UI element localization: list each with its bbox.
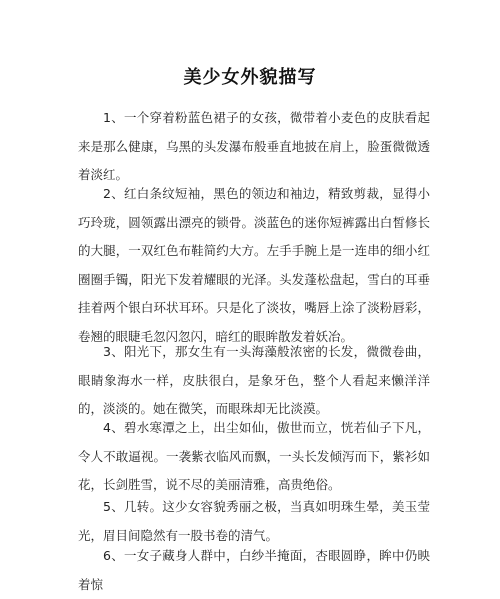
- paragraph-3: 3、阳光下，那女生有一头海藻般浓密的长发，微微卷曲，眼睛象海水一样，皮肤很白，是象牙色，整个人看起来懒洋洋的，淡淡的。她在微笑，而眼珠却无比淡漠。: [78, 344, 430, 416]
- paragraph-1: 1、一个穿着粉蓝色裙子的女孩，微带着小麦色的皮肤看起来是那么健康，乌黑的头发瀑布般垂直地披在肩上，脸蛋微微透着淡红。: [78, 110, 430, 182]
- paragraph-6: 6、一女子藏身人群中，白纱半掩面，杏眼圆睁，眸中仍映着惊: [78, 548, 430, 592]
- document-title: 美少女外貌描写: [183, 67, 317, 88]
- paragraph-5: 5、几转。这少女容貌秀丽之极，当真如明珠生晕，美玉莹光，眉目间隐然有一股书卷的清气。: [78, 499, 430, 543]
- paragraph-2: 2、红白条纹短袖，黑色的领边和袖边，精致剪裁，显得小巧玲珑，圆领露出漂亮的锁骨。淡蓝色的迷你短裤露出白皙修长的大腿，一双红色布鞋简约大方。左手手腕上是一连串的细小红圈圈手镯，阳光下发着耀眼的光泽。头发蓬松盘起，雪白的耳垂挂着两个银白环状耳环。只是化了淡妆，嘴唇上涂了淡粉唇彩，卷翘的眼睫毛忽闪忽闪，暗红的眼眸散发着妖冶。: [78, 186, 430, 344]
- paragraph-4: 4、碧水寒潭之上，出尘如仙，傲世而立，恍若仙子下凡，令人不敢逼视。一袭紫衣临风而飘，一头长发倾泻而下，紫衫如花，长剑胜雪，说不尽的美丽清雅，高贵绝俗。: [78, 420, 430, 492]
